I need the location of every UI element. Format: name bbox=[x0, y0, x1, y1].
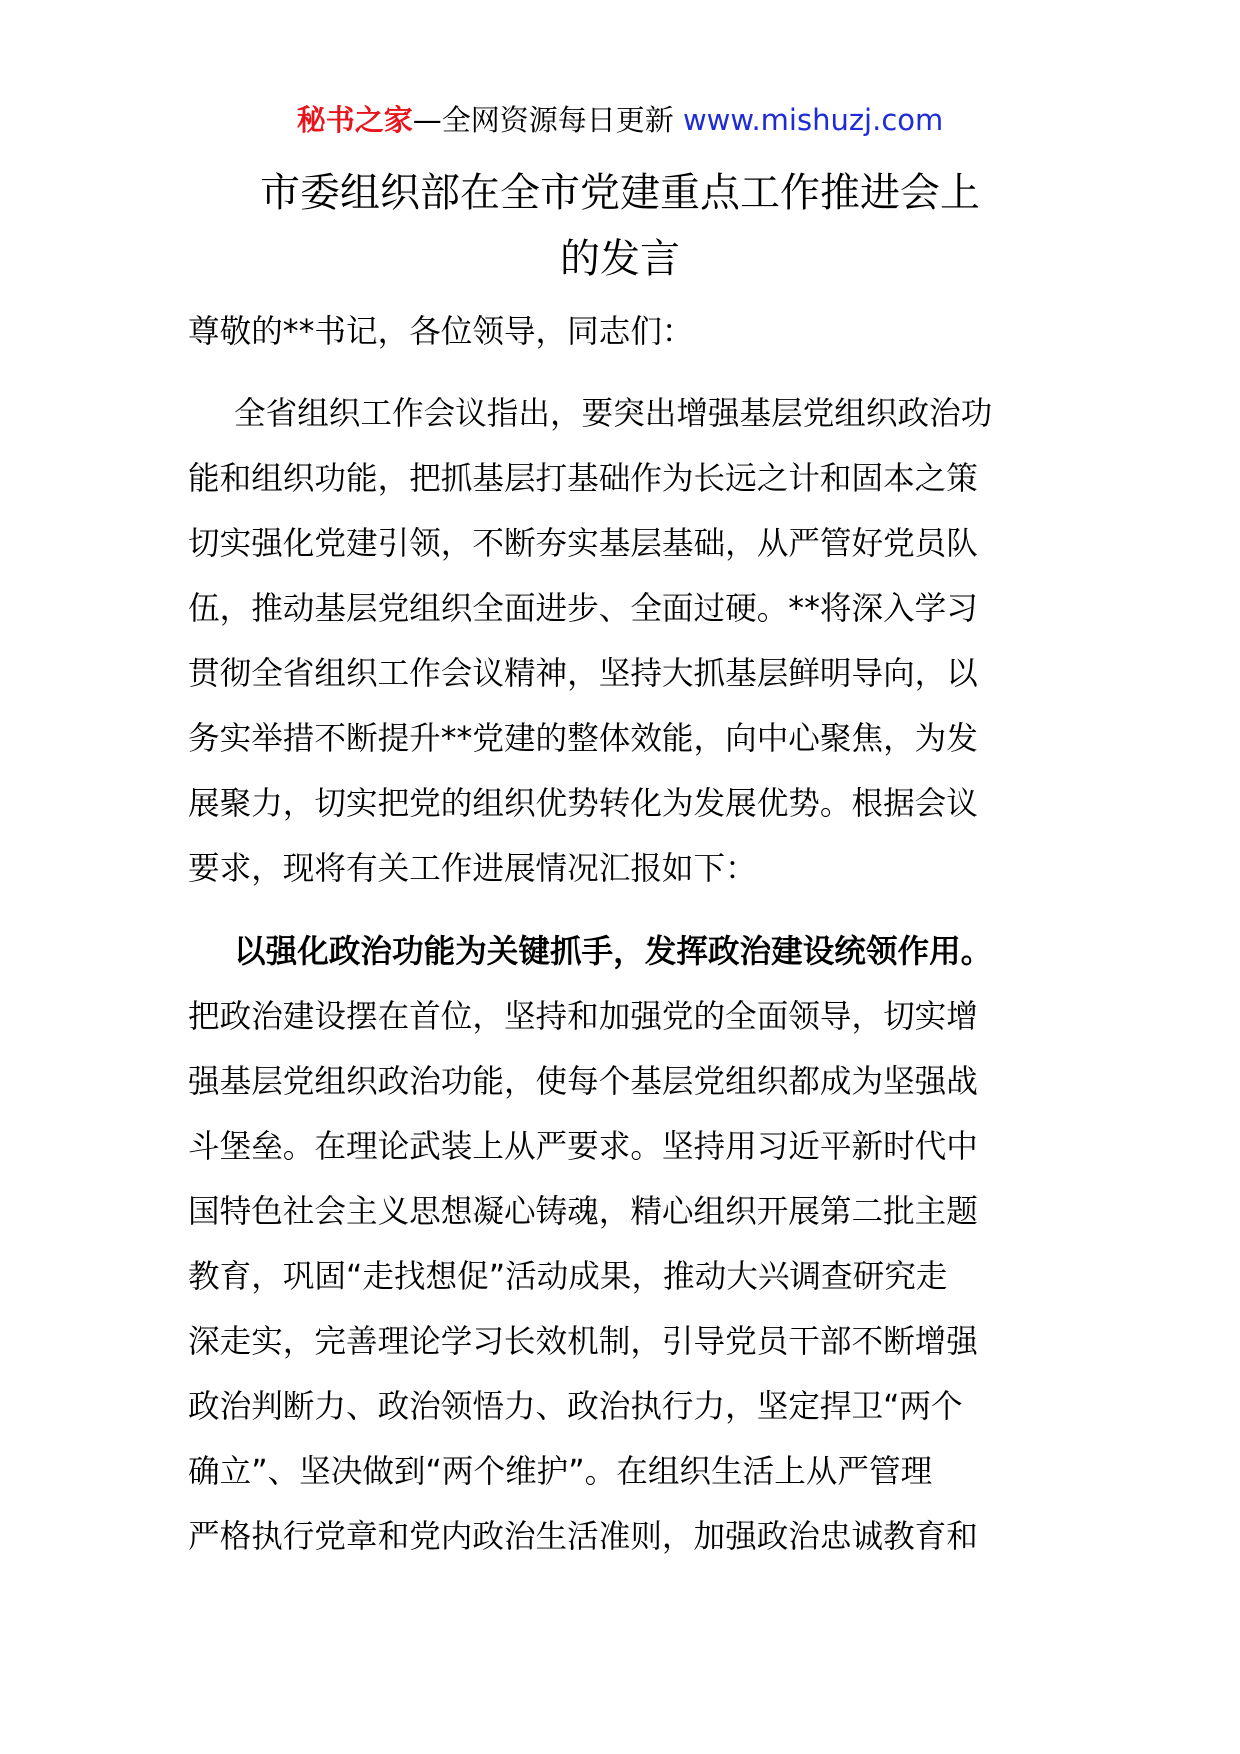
paragraph-line: 展聚力，切实把党的组织优势转化为发展优势。根据会议 bbox=[188, 786, 978, 822]
paragraph-line: 切实强化党建引领，不断夯实基层基础，从严管好党员队 bbox=[188, 526, 978, 562]
section-line: 教育，巩固“走找想促”活动成果，推动大兴调查研究走 bbox=[188, 1259, 948, 1295]
paragraph-line: 全省组织工作会议指出，要突出增强基层党组织政治功 bbox=[234, 396, 993, 432]
document-title bbox=[0, 160, 1240, 292]
paragraph-line: 贯彻全省组织工作会议精神，坚持大抓基层鲜明导向，以 bbox=[188, 656, 978, 692]
section-heading: 以强化政治功能为关键抓手，发挥政治建设统领作用。 bbox=[234, 934, 993, 970]
section-line: 严格执行党章和党内政治生活准则，加强政治忠诚教育和 bbox=[188, 1519, 978, 1555]
section-line: 政治判断力、政治领悟力、政治执行力，坚定捍卫“两个 bbox=[188, 1389, 963, 1425]
section-line: 确立”、坚决做到“两个维护”。在组织生活上从严管理 bbox=[188, 1454, 933, 1490]
paragraph-line: 务实举措不断提升**党建的整体效能，向中心聚焦，为发 bbox=[188, 721, 978, 757]
section-line: 把政治建设摆在首位，坚持和加强党的全面领导，切实增 bbox=[188, 999, 978, 1035]
header-tagline: —全网资源每日更新 bbox=[412, 103, 674, 137]
brand-name: 秘书之家 bbox=[296, 103, 413, 137]
section-line: 国特色社会主义思想凝心铸魂，精心组织开展第二批主题 bbox=[188, 1194, 978, 1230]
paragraph-line: 伍，推动基层党组织全面进步、全面过硬。**将深入学习 bbox=[188, 591, 978, 627]
section-line: 强基层党组织政治功能，使每个基层党组织都成为坚强战 bbox=[188, 1064, 978, 1100]
site-header bbox=[0, 100, 1240, 140]
paragraph-line: 要求，现将有关工作进展情况汇报如下： bbox=[188, 851, 757, 887]
section-line: 深走实，完善理论学习长效机制，引导党员干部不断增强 bbox=[188, 1324, 978, 1360]
site-url-link[interactable]: www.mishuzj.com bbox=[682, 103, 944, 137]
paragraph-line: 能和组织功能，把抓基层打基础作为长远之计和固本之策 bbox=[188, 461, 978, 497]
title-line-2: 的发言 bbox=[560, 236, 680, 282]
salutation: 尊敬的**书记，各位领导，同志们： bbox=[188, 314, 694, 350]
section-line: 斗堡垒。在理论武装上从严要求。坚持用习近平新时代中 bbox=[188, 1129, 978, 1165]
title-line-1: 市委组织部在全市党建重点工作推进会上 bbox=[260, 170, 980, 216]
